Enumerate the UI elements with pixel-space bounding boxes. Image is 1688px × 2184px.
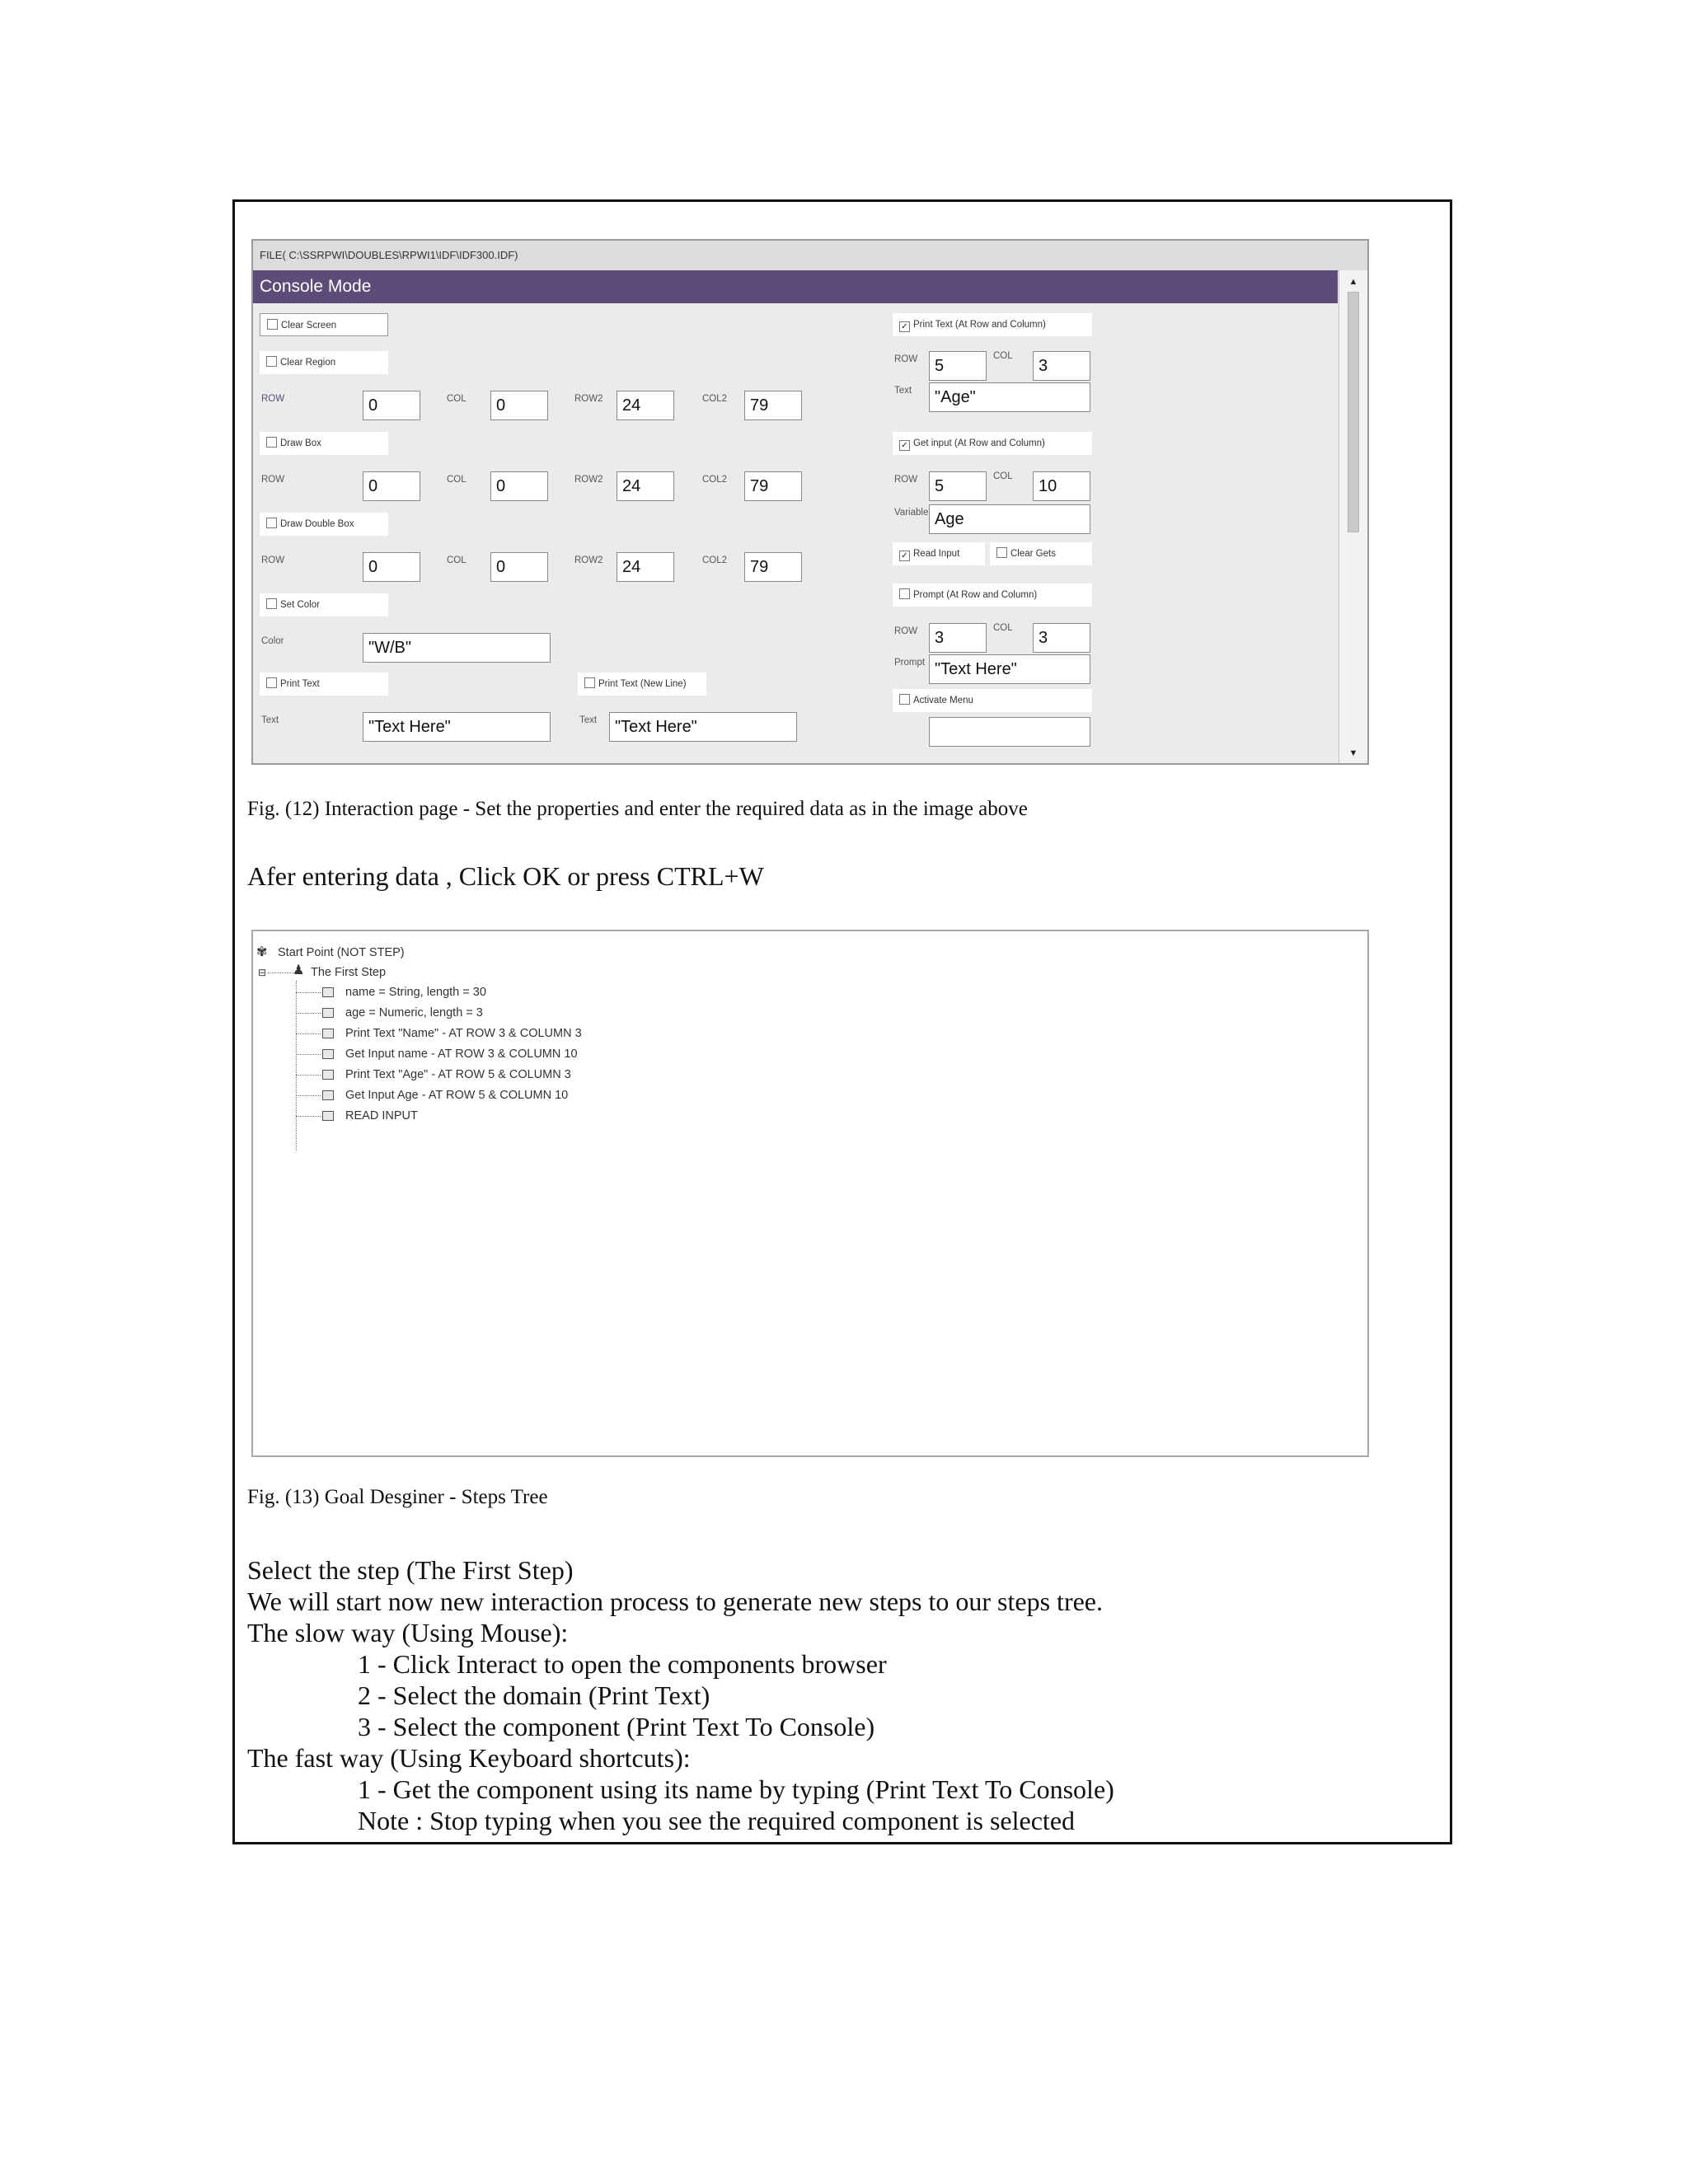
- checkmark-icon: ✓: [899, 440, 910, 451]
- checkbox-icon: [266, 677, 277, 688]
- node-icon: [322, 1070, 334, 1080]
- pr-row-label: ROW: [894, 626, 918, 636]
- node-icon: [322, 1111, 334, 1121]
- step-person-icon: ♟: [293, 963, 305, 977]
- box-col-label: COL: [447, 475, 467, 485]
- print-text-nl-input[interactable]: "Text Here": [609, 712, 797, 742]
- checkbox-icon: [266, 437, 277, 448]
- checkbox-icon: [266, 598, 277, 609]
- color-label: Color: [261, 636, 284, 646]
- clear-screen-checkbox[interactable]: Clear Screen: [260, 313, 388, 336]
- region-row2-label: ROW2: [574, 394, 603, 404]
- pr-row-input[interactable]: 3: [929, 623, 987, 653]
- checkbox-icon: [996, 547, 1007, 558]
- checkbox-icon: [584, 677, 595, 688]
- region-col2-input[interactable]: 79: [744, 391, 802, 420]
- checkbox-icon: [267, 319, 278, 330]
- region-col-input[interactable]: 0: [490, 391, 548, 420]
- tree-item[interactable]: Print Text "Age" - AT ROW 5 & COLUMN 3: [345, 1068, 571, 1081]
- checkmark-icon: ✓: [899, 321, 910, 332]
- double-box-col-label: COL: [447, 555, 467, 565]
- prompt-at-checkbox[interactable]: Prompt (At Row and Column): [893, 583, 1092, 607]
- instruction-step: 2 - Select the domain (Print Text): [358, 1680, 710, 1710]
- checkbox-icon: [266, 356, 277, 367]
- activate-menu-input[interactable]: [929, 717, 1090, 747]
- print-text-label: Text: [261, 715, 279, 725]
- pt-text-input[interactable]: "Age": [929, 382, 1090, 412]
- collapse-icon[interactable]: ⊟: [258, 967, 267, 978]
- double-box-row-label: ROW: [261, 555, 285, 565]
- scroll-up-icon[interactable]: ▲: [1348, 277, 1358, 287]
- box-row2-label: ROW2: [574, 475, 603, 485]
- region-row2-input[interactable]: 24: [617, 391, 674, 420]
- color-input[interactable]: "W/B": [363, 633, 551, 663]
- instruction-line: The slow way (Using Mouse):: [247, 1618, 569, 1647]
- instruction-note: Note : Stop typing when you see the required component is selected: [358, 1806, 1076, 1835]
- tree-root-label[interactable]: Start Point (NOT STEP): [278, 946, 405, 959]
- region-row-label: ROW: [261, 394, 285, 404]
- double-box-col-input[interactable]: 0: [490, 552, 548, 582]
- region-col-label: COL: [447, 394, 467, 404]
- node-icon: [322, 987, 334, 997]
- pr-prompt-input[interactable]: "Text Here": [929, 654, 1090, 684]
- tree-item[interactable]: Get Input name - AT ROW 3 & COLUMN 10: [345, 1047, 578, 1061]
- double-box-row2-input[interactable]: 24: [617, 552, 674, 582]
- checkbox-icon: [899, 588, 910, 599]
- pt-col-label: COL: [993, 351, 1013, 361]
- instruction-step: 1 - Click Interact to open the components browser: [358, 1649, 887, 1679]
- gi-col-label: COL: [993, 471, 1013, 481]
- pt-col-input[interactable]: 3: [1033, 351, 1090, 381]
- scroll-thumb[interactable]: [1348, 292, 1359, 532]
- tree-item[interactable]: age = Numeric, length = 3: [345, 1006, 483, 1019]
- print-text-new-line-checkbox[interactable]: Print Text (New Line): [578, 673, 706, 696]
- draw-double-box-checkbox[interactable]: Draw Double Box: [260, 513, 388, 536]
- instruction-line: We will start now new interaction process to generate new steps to our steps tree.: [247, 1586, 1103, 1616]
- gi-row-input[interactable]: 5: [929, 471, 987, 501]
- double-box-row2-label: ROW2: [574, 555, 603, 565]
- read-input-checkbox[interactable]: ✓ Read Input: [893, 542, 985, 565]
- pt-text-label: Text: [894, 386, 912, 396]
- print-text-at-checkbox[interactable]: ✓ Print Text (At Row and Column): [893, 313, 1092, 336]
- node-icon: [322, 1008, 334, 1018]
- node-icon: [322, 1049, 334, 1059]
- tree-item[interactable]: name = String, length = 30: [345, 986, 486, 999]
- tree-item[interactable]: Print Text "Name" - AT ROW 3 & COLUMN 3: [345, 1027, 582, 1040]
- console-mode-title: Console Mode: [253, 270, 1338, 303]
- double-box-col2-label: COL2: [702, 555, 728, 565]
- instruction-line: Select the step (The First Step): [247, 1555, 574, 1585]
- box-col-input[interactable]: 0: [490, 471, 548, 501]
- gi-col-input[interactable]: 10: [1033, 471, 1090, 501]
- gi-row-label: ROW: [894, 475, 918, 485]
- instruction-step: 1 - Get the component using its name by typing (Print Text To Console): [358, 1774, 1114, 1804]
- console-mode-screenshot: [251, 239, 1369, 765]
- pr-prompt-label: Prompt: [894, 658, 926, 668]
- activate-menu-checkbox[interactable]: Activate Menu: [893, 689, 1092, 712]
- box-row2-input[interactable]: 24: [617, 471, 674, 501]
- box-row-label: ROW: [261, 475, 285, 485]
- tree-item[interactable]: READ INPUT: [345, 1109, 418, 1122]
- gi-variable-input[interactable]: Age: [929, 504, 1090, 534]
- figure-12-caption: Fig. (12) Interaction page - Set the properties and enter the required data as in the image above: [247, 798, 1028, 820]
- double-box-col2-input[interactable]: 79: [744, 552, 802, 582]
- box-col2-label: COL2: [702, 475, 728, 485]
- box-col2-input[interactable]: 79: [744, 471, 802, 501]
- node-icon: [322, 1090, 334, 1100]
- print-text-checkbox[interactable]: Print Text: [260, 673, 388, 696]
- file-path-bar: FILE( C:\SSRPWI\DOUBLES\RPWI1\IDF\IDF300.IDF): [253, 241, 1367, 271]
- box-row-input[interactable]: 0: [363, 471, 420, 501]
- instruction-line: The fast way (Using Keyboard shortcuts):: [247, 1743, 691, 1773]
- tree-step-label[interactable]: The First Step: [311, 966, 387, 979]
- set-color-checkbox[interactable]: Set Color: [260, 593, 388, 616]
- steps-tree-screenshot: [251, 930, 1369, 1457]
- vertical-scrollbar[interactable]: [1339, 270, 1367, 763]
- pt-row-input[interactable]: 5: [929, 351, 987, 381]
- instruction-step: 3 - Select the component (Print Text To Console): [358, 1712, 875, 1741]
- gi-variable-label: Variable: [894, 508, 929, 518]
- figure-13-caption: Fig. (13) Goal Desginer - Steps Tree: [247, 1486, 548, 1508]
- clear-gets-checkbox[interactable]: Clear Gets: [990, 542, 1092, 565]
- checkmark-icon: ✓: [899, 551, 910, 561]
- print-text-input[interactable]: "Text Here": [363, 712, 551, 742]
- scroll-down-icon[interactable]: ▼: [1348, 748, 1358, 758]
- region-col2-label: COL2: [702, 394, 728, 404]
- get-input-at-checkbox[interactable]: ✓ Get input (At Row and Column): [893, 432, 1092, 455]
- print-text-nl-label: Text: [579, 715, 598, 725]
- checkbox-icon: [266, 518, 277, 528]
- tree-item[interactable]: Get Input Age - AT ROW 5 & COLUMN 10: [345, 1089, 569, 1102]
- draw-box-checkbox[interactable]: Draw Box: [260, 432, 388, 455]
- after-entering-text: Afer entering data , Click OK or press CTRL+W: [247, 861, 764, 891]
- double-box-row-input[interactable]: 0: [363, 552, 420, 582]
- node-icon: [322, 1029, 334, 1038]
- start-point-icon: ✾: [256, 945, 268, 959]
- pr-col-label: COL: [993, 623, 1013, 633]
- clear-region-checkbox[interactable]: Clear Region: [260, 351, 388, 374]
- pr-col-input[interactable]: 3: [1033, 623, 1090, 653]
- region-row-input[interactable]: 0: [363, 391, 420, 420]
- checkbox-icon: [899, 694, 910, 705]
- pt-row-label: ROW: [894, 354, 918, 364]
